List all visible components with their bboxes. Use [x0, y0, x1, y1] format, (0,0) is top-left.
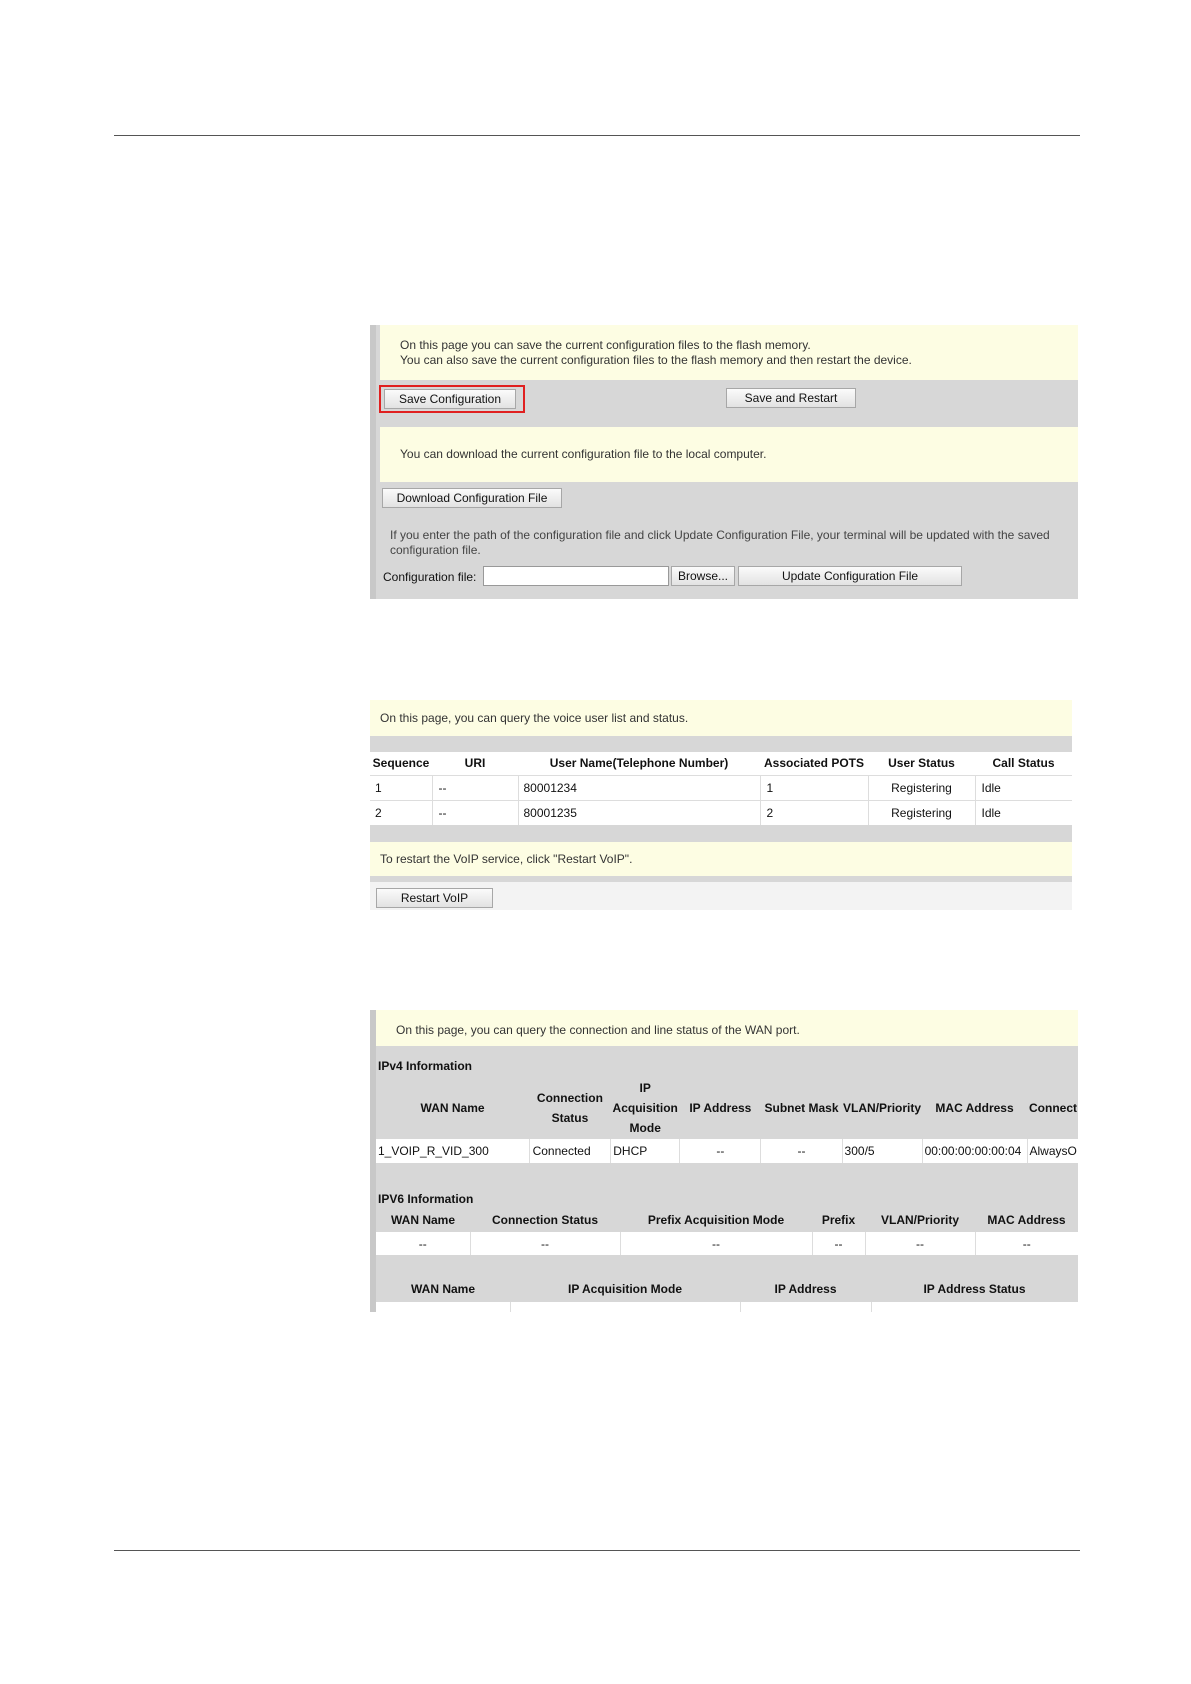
restart-voip-button[interactable]: Restart VoIP	[376, 888, 493, 908]
ipv6-address-table	[376, 1276, 1078, 1312]
restart-note-text: To restart the VoIP service, click "Restart VoIP".	[380, 852, 633, 866]
save-and-restart-button[interactable]: Save and Restart	[726, 388, 856, 408]
wan-intro-text: On this page, you can query the connection and line status of the WAN port.	[396, 1023, 800, 1037]
cell-sequence: 2	[370, 800, 432, 825]
cell-prefix-acquisition-mode: --	[620, 1232, 812, 1255]
cell-mac-address: 00:00:00:00:00:04	[922, 1139, 1027, 1163]
ipv4-title: IPv4 Information	[378, 1059, 473, 1073]
col-ip-address-status: IP Address Status	[923, 1282, 1026, 1296]
voice-intro-text: On this page, you can query the voice user list and status.	[380, 711, 689, 725]
col-connection-status: Connection Status	[536, 1090, 603, 1125]
cell-uri: --	[432, 775, 518, 800]
col-vlan-priority: VLAN/Priority	[880, 1213, 959, 1227]
header-rule	[114, 135, 1080, 136]
cell-uri: --	[432, 800, 518, 825]
col-ip-address: IP Address	[689, 1100, 752, 1115]
ipv6-title: IPV6 Information	[378, 1192, 474, 1206]
cell-connection-status: Connected	[529, 1139, 611, 1163]
cell-call-status: Idle	[981, 805, 1001, 820]
col-ip-address: IP Address	[774, 1282, 837, 1296]
col-vlan-priority: VLAN/Priority	[843, 1100, 922, 1115]
cell-user-status: Registering	[868, 775, 975, 800]
ipv6-table	[376, 1208, 1078, 1255]
col-user-name: User Name(Telephone Number)	[549, 756, 729, 771]
col-mac-address: MAC Address	[935, 1100, 1014, 1115]
ipv4-table-header	[376, 1076, 1078, 1139]
download-note-text: You can download the current configuration file to the local computer.	[400, 447, 767, 461]
col-prefix-acquisition-mode: Prefix Acquisition Mode	[647, 1213, 785, 1227]
voice-table-header	[370, 752, 1072, 775]
cell-vlan-priority: --	[865, 1232, 975, 1255]
update-note: If you enter the path of the configuration file and click Update Configuration File, your terminal will be updated with the saved configuration file.	[390, 528, 1050, 557]
cell-ip-acquisition-mode: DHCP	[611, 1139, 680, 1163]
cell-call-status: Idle	[981, 780, 1001, 795]
ipv6-address-table-header	[376, 1276, 1078, 1302]
cell-empty	[510, 1302, 740, 1312]
col-sequence: Sequence	[372, 756, 430, 771]
col-mac-address: MAC Address	[987, 1213, 1066, 1227]
table-row	[376, 1232, 1078, 1255]
wan-panel	[370, 1010, 1078, 1312]
voice-intro	[370, 700, 1072, 736]
download-configuration-file-button[interactable]: Download Configuration File	[382, 488, 562, 508]
col-ip-acquisition-mode: IP Acquisition Mode	[567, 1282, 682, 1296]
config-intro-line2: You can also save the current configuration files to the flash memory and then restart the device.	[400, 353, 912, 367]
footer-rule	[114, 1550, 1080, 1551]
cell-vlan-priority: 300/5	[842, 1139, 922, 1163]
cell-associated-pots: 1	[760, 775, 868, 800]
voice-panel	[370, 700, 1072, 910]
col-associated-pots: Associated POTS	[763, 756, 865, 771]
col-call-status: Call Status	[992, 756, 1055, 771]
ipv4-table	[376, 1076, 1078, 1163]
cell-empty	[871, 1302, 1078, 1312]
cell-user-name: 80001235	[518, 800, 760, 825]
cell-wan-name: 1_VOIP_R_VID_300	[376, 1139, 529, 1163]
cell-wan-name: --	[376, 1232, 470, 1255]
config-panel	[370, 325, 1078, 599]
col-wan-name: WAN Name	[410, 1282, 475, 1296]
cell-connection-status: --	[470, 1232, 620, 1255]
browse-button[interactable]: Browse...	[671, 566, 735, 586]
update-configuration-file-button[interactable]: Update Configuration File	[738, 566, 962, 586]
cell-subnet-mask: --	[761, 1139, 842, 1163]
col-prefix: Prefix	[821, 1213, 856, 1227]
col-uri: URI	[464, 756, 486, 771]
table-row	[376, 1139, 1078, 1163]
cell-empty	[376, 1302, 510, 1312]
config-intro-line1: On this page you can save the current configuration files to the flash memory.	[400, 338, 811, 352]
cell-mac-address: --	[1022, 1236, 1031, 1251]
config-intro	[380, 325, 1078, 380]
table-row	[376, 1302, 1078, 1312]
table-row	[370, 800, 1072, 825]
configuration-file-input[interactable]	[483, 566, 669, 586]
save-configuration-button[interactable]: Save Configuration	[384, 389, 516, 409]
configuration-file-label: Configuration file:	[383, 570, 477, 584]
cell-sequence: 1	[370, 775, 432, 800]
cell-user-status: Registering	[868, 800, 975, 825]
col-connection-status: Connection Status	[491, 1213, 598, 1227]
table-row	[370, 775, 1072, 800]
cell-associated-pots: 2	[760, 800, 868, 825]
restart-note	[370, 842, 1072, 876]
cell-prefix: --	[812, 1232, 865, 1255]
cell-user-name: 80001234	[518, 775, 760, 800]
col-wan-name: WAN Name	[420, 1100, 485, 1115]
ipv6-table-header	[376, 1208, 1078, 1232]
cell-ip-address: --	[680, 1139, 761, 1163]
col-user-status: User Status	[888, 756, 955, 771]
wan-intro	[376, 1010, 1078, 1046]
voice-user-table	[370, 752, 1072, 825]
download-note	[380, 427, 1078, 482]
col-ip-acquisition-mode: IP Acquisition Mode	[612, 1080, 678, 1135]
col-subnet-mask: Subnet Mask	[764, 1100, 839, 1115]
cell-connect: AlwaysO	[1029, 1144, 1077, 1158]
col-connect: Connect	[1029, 1100, 1077, 1115]
col-wan-name: WAN Name	[390, 1213, 455, 1227]
cell-empty	[740, 1302, 871, 1312]
